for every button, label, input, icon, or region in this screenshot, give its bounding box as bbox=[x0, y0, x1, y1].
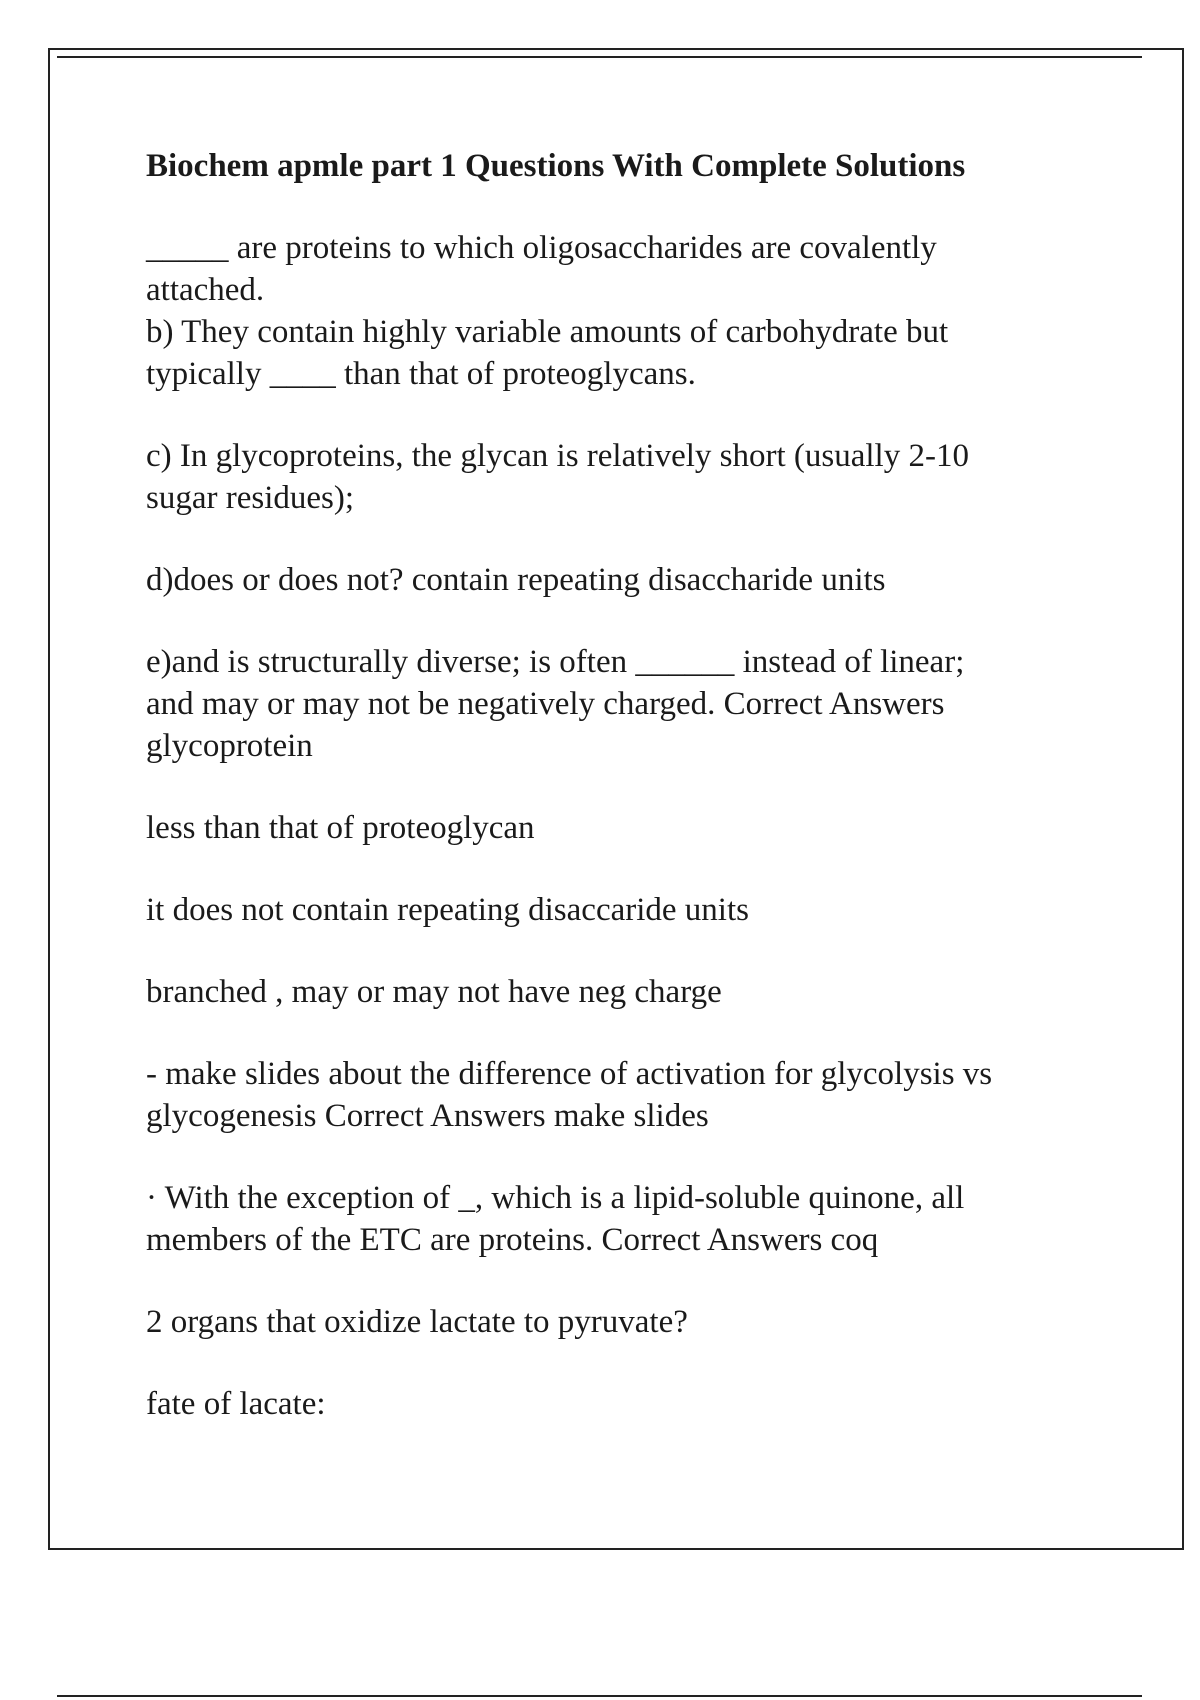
text-line: - make slides about the difference of activation for glycolysis vs bbox=[146, 1056, 993, 1092]
text-line: it does not contain repeating disaccaride units bbox=[146, 892, 749, 928]
text-line: glycogenesis Correct Answers make slides bbox=[146, 1098, 709, 1134]
text-line: d)does or does not? contain repeating disaccharide units bbox=[146, 562, 886, 598]
text-line: fate of lacate: bbox=[146, 1386, 326, 1422]
document-body bbox=[146, 145, 1106, 1425]
text-line: and may or may not be negatively charged. Correct Answers bbox=[146, 686, 945, 722]
question-make-slides bbox=[146, 1053, 1106, 1137]
document-title: Biochem apmle part 1 Questions With Complete Solutions bbox=[146, 148, 966, 184]
text-line: 2 organs that oxidize lactate to pyruvate? bbox=[146, 1304, 688, 1340]
text-line: e)and is structurally diverse; is often ______ instead of linear; bbox=[146, 644, 965, 680]
footer-rule bbox=[57, 1695, 1142, 1697]
text-line: glycoprotein bbox=[146, 728, 313, 764]
question-lactate-organs bbox=[146, 1301, 1106, 1343]
text-line: c) In glycoproteins, the glycan is relatively short (usually 2-10 bbox=[146, 438, 969, 474]
text-line: · With the exception of _, which is a lipid-soluble quinone, all bbox=[146, 1180, 965, 1216]
text-line: branched , may or may not have neg charge bbox=[146, 974, 722, 1010]
answer-line bbox=[146, 807, 1106, 849]
answer-line bbox=[146, 889, 1106, 931]
answer-line bbox=[146, 971, 1106, 1013]
text-line: sugar residues); bbox=[146, 480, 355, 516]
question-glycoprotein-block bbox=[146, 227, 1106, 395]
text-line: less than that of proteoglycan bbox=[146, 810, 535, 846]
text-line: attached. bbox=[146, 272, 265, 308]
question-etc bbox=[146, 1177, 1106, 1261]
text-line: _____ are proteins to which oligosaccharides are covalently bbox=[146, 230, 937, 266]
text-line: b) They contain highly variable amounts of carbohydrate but bbox=[146, 314, 949, 350]
text-line: typically ____ than that of proteoglycans. bbox=[146, 356, 696, 392]
question-part-d bbox=[146, 559, 1106, 601]
question-part-e bbox=[146, 641, 1106, 767]
text-line: members of the ETC are proteins. Correct Answers coq bbox=[146, 1222, 879, 1258]
question-part-c bbox=[146, 435, 1106, 519]
question-lactate-fate bbox=[146, 1383, 1106, 1425]
